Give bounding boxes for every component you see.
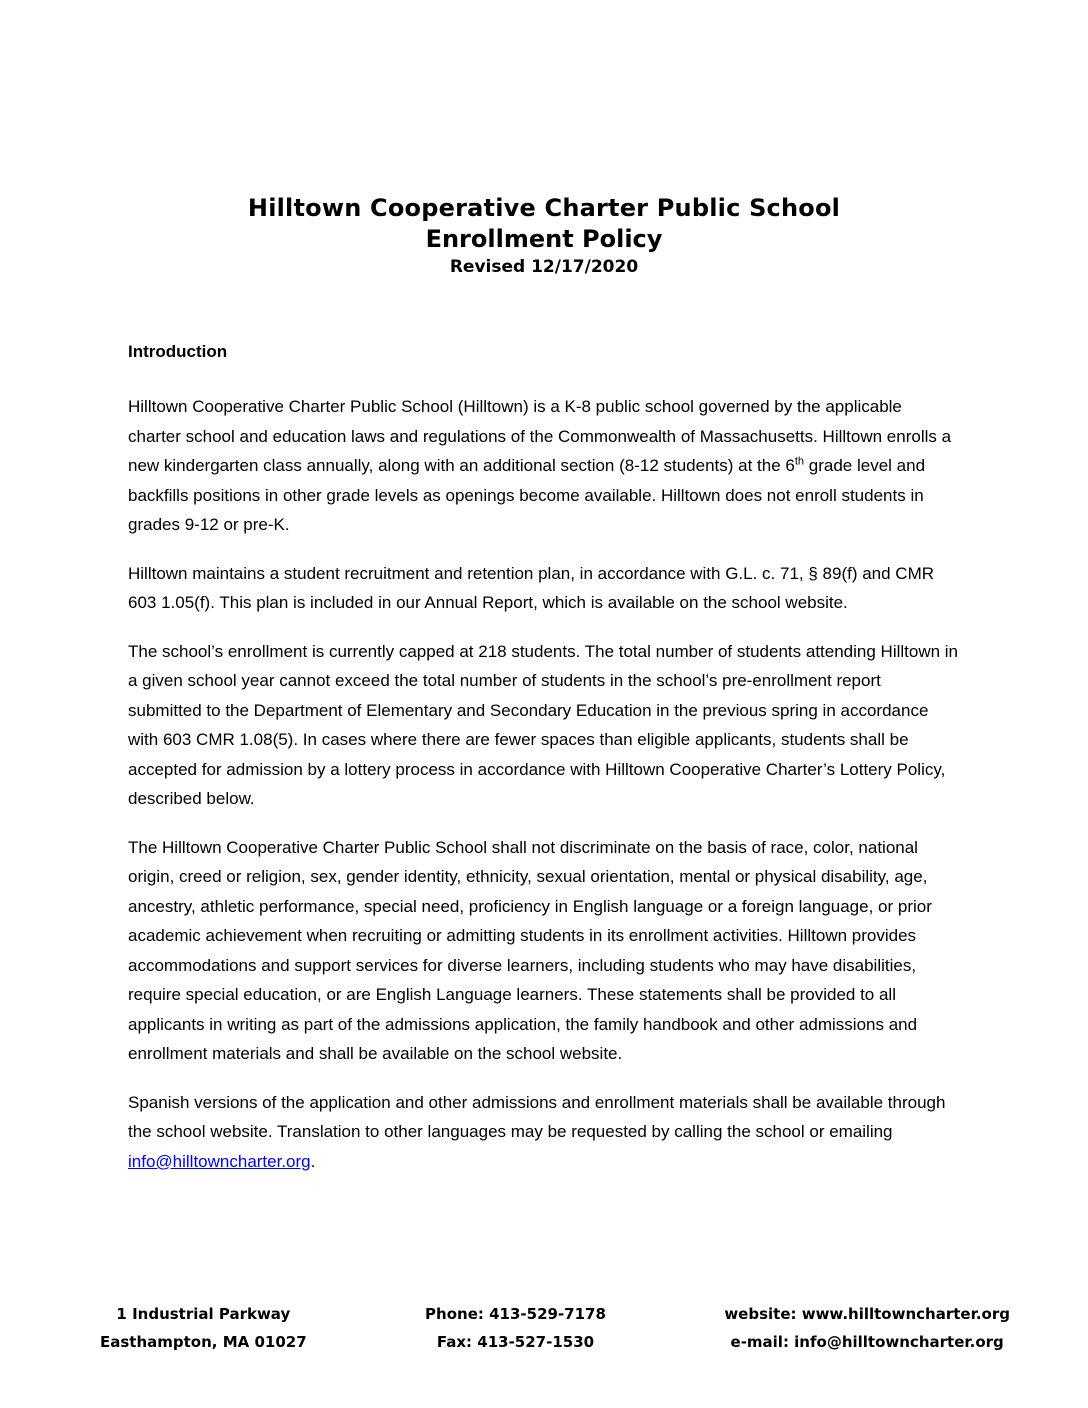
- footer-email: e-mail: info@hilltowncharter.org: [730, 1333, 1004, 1351]
- introduction-heading: Introduction: [128, 342, 228, 361]
- paragraph-text: grade level and backfills positions in other grade levels as openings become available. Hilltown does not enroll students in grades 9-12 or pre-K.: [128, 456, 926, 534]
- document-body: [128, 342, 958, 1176]
- footer-address-line2: Easthampton, MA 01027: [100, 1333, 307, 1351]
- footer-phone-fax: [425, 1300, 606, 1356]
- paragraph-text: Spanish versions of the application and other admissions and enrollment materials shall be available through the school website. Translation to other languages may be requested by calling the school or emailing: [128, 1092, 946, 1141]
- footer-address: [100, 1300, 307, 1356]
- footer-web-email: [724, 1300, 1010, 1356]
- paragraph-spanish-versions: [128, 1088, 958, 1177]
- paragraph-text: .: [310, 1151, 316, 1171]
- paragraph-enrollment-cap: The school’s enrollment is currently capped at 218 students. The total number of students attending Hilltown in a given school year cannot exceed the total number of students in the school’s pre-enrollment report submitted to the Department of Elementary and Secondary Education in the previous spring in accordance with 603 CMR 1.08(5). In cases where there are fewer spaces than eligible applicants, students shall be accepted for admission by a lottery process in accordance with Hilltown Cooperative Charter’s Lottery Policy, described below.: [128, 641, 959, 808]
- paragraph-text: Hilltown Cooperative Charter Public School (Hilltown) is a K-8 public school governed by the applicable charter school and education laws and regulations of the Commonwealth of Massachusetts. Hilltown enrolls a new kindergarten class annually, along with an additional section (8-12 students) at the 6: [128, 397, 952, 475]
- paragraph-enrollment-overview: [128, 392, 958, 540]
- page-footer: [0, 1300, 1088, 1356]
- title-block: [0, 0, 1088, 279]
- revised-date: Revised 12/17/2020: [449, 257, 639, 277]
- footer-fax: Fax: 413-527-1530: [436, 1333, 595, 1351]
- ordinal-superscript: th: [794, 455, 805, 468]
- email-link[interactable]: info@hilltowncharter.org: [128, 1151, 311, 1171]
- document-title: Hilltown Cooperative Charter Public School: [247, 194, 841, 222]
- footer-address-line1: 1 Industrial Parkway: [116, 1305, 291, 1323]
- paragraph-recruitment-plan: Hilltown maintains a student recruitment and retention plan, in accordance with G.L. c. 71, § 89(f) and CMR 603 1.05(f). This plan is included in our Annual Report, which is available on the school website.: [128, 563, 935, 612]
- paragraph-nondiscrimination: The Hilltown Cooperative Charter Public School shall not discriminate on the basis of race, color, national origin, creed or religion, sex, gender identity, ethnicity, sexual orientation, mental or physical disability, age, ancestry, athletic performance, special need, proficiency in English language or a foreign language, or prior academic achievement when recruiting or admitting students in its enrollment activities. Hilltown provides accommodations and support services for diverse learners, including students who may have disabilities, require special education, or are English Language learners. These statements shall be provided to all applicants in writing as part of the admissions application, the family handbook and other admissions and enrollment materials and shall be available on the school website.: [128, 837, 932, 1063]
- footer-website: website: www.hilltowncharter.org: [724, 1305, 1010, 1323]
- document-subtitle: Enrollment Policy: [425, 225, 663, 253]
- footer-phone: Phone: 413-529-7178: [425, 1305, 606, 1323]
